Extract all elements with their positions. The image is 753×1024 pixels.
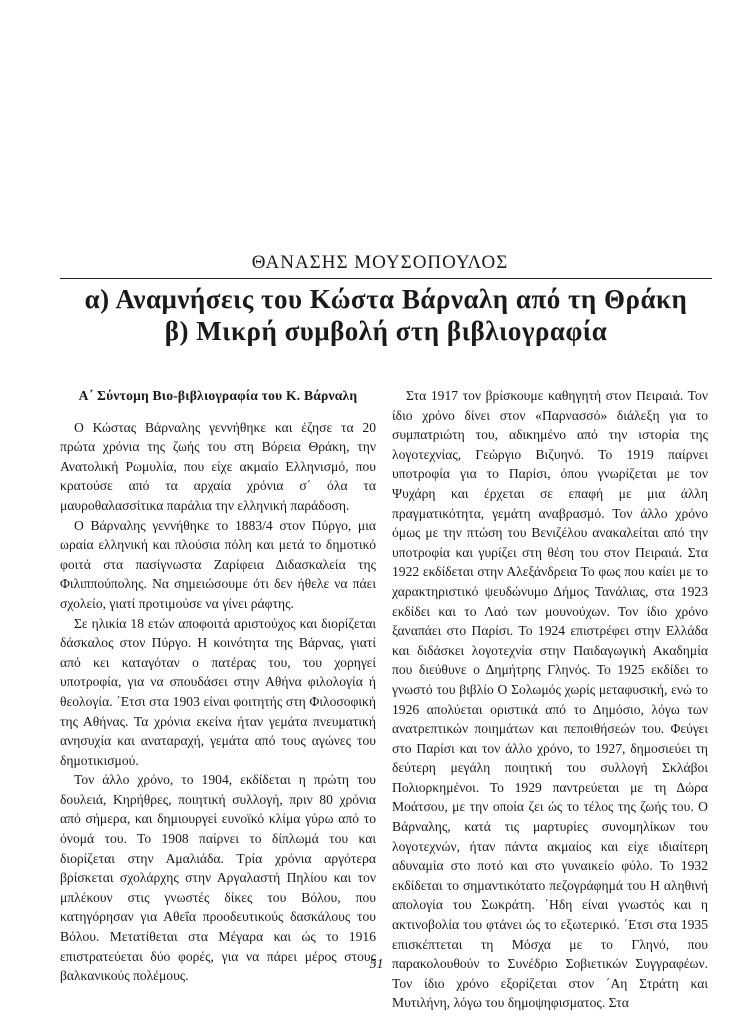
right-column bbox=[392, 386, 708, 1013]
author-name: ΘΑΝΑΣΗΣ ΜΟΥΣΟΠΟΥΛΟΣ bbox=[251, 252, 509, 273]
title-rule bbox=[60, 278, 712, 279]
article-title-a: α) Αναμνήσεις του Κώστα Βάρναλη από τη Θράκη bbox=[84, 284, 688, 314]
section-subheading: Α΄ Σύντομη Βιο-βιβλιογραφία του Κ. Βάρναλη bbox=[78, 388, 358, 403]
left-column bbox=[60, 386, 376, 986]
page-number: 51 bbox=[369, 957, 384, 972]
paragraph: Ο Κώστας Βάρναλης γεννήθηκε και έζησε τα 20 πρώτα χρόνια της ζωής του στη Βόρεια Θράκη, την Ανατολική Ρωμυλία, που είχε ακμαίο Ελληνισμό, που κρατούσε από τα αρχαία χρόνια σ΄ όλα τα μαυροθαλασσίτικα παράλια την ελληνική παράδοση. bbox=[60, 419, 376, 513]
paragraph: Σε ηλικία 18 ετών αποφοιτά αριστούχος και διορίζεται δάσκαλος στον Πύργο. Η κοινότητα της Βάρνας, γιατί από κει καταγόταν ο πατέρας του, του χορηγεί υποτροφία, για να σπουδάσει στην Αθήνα φιλολογία ή θεολογία. ΄Ετσι στα 1903 είναι φοιτητής στη Φιλοσοφική της Αθήνας. Τα χρόνια εκείνα ήταν γεμάτα πνευματική ανησυχία και αναταραχή, γεμάτα από τους αγώνες του δημοτικισμού. bbox=[60, 615, 376, 768]
paragraph: Στα 1917 τον βρίσκουμε καθηγητή στον Πειραιά. Τον ίδιο χρόνο δίνει στον «Παρνασσό» διάλεξη για το συμπατριώτη του, αδικημένο από την ιστορία της λογοτεχνίας, Γεώργιο Βιζυηνό. Το 1919 παίρνει υποτροφία για το Παρίσι, όπου γνωρίζεται με τον Ψυχάρη και έρχεται σε επαφή με μια άλλη πραγματικότητα, γεμάτη αναβρασμό. Τον άλλο χρόνο όμως με την πτώση του Βενιζέλου ανακαλείται από την υποτροφία και γυρίζει στη θέση του στον Πειραιά. Στα 1922 εκδίδεται στην Αλεξάνδρεια Το φως που καίει με το χαρακτηριστικό ψευδώνυμο Δήμος Τανάλιας, στα 1923 εκδίδει και το Λαό των μουνούχων. Τον ίδιο χρόνο ξαναπάει στο Παρίσι. Το 1924 επιστρέφει στην Ελλάδα και διδάσκει λογοτεχνία στην Παιδαγωγική Ακαδημία που διεύθυνε ο Δημήτρης Γληνός. Το 1925 εκδίδει το γνωστό του βιβλίο Ο Σολωμός χωρίς μεταφυσική, ενώ το 1926 απολύεται οριστικά από το Δημόσιο, λόγω των ανατρεπτικών ποιημάτων και πεποιθήσεών του. Φεύγει στο Παρίσι και τον άλλο χρόνο, το 1927, δημοσιεύει τη δεύτερη μεγάλη ποιητική του συλλογή Σκλάβοι Πολιορκημένοι. Το 1929 παντρεύεται με τη Δώρα Μοάτσου, με την οποία ζει ώς το τέλος της ζωής του. Ο Βάρναλης, κατά τις μαρτυρίες συνομηλίκων του λογοτεχνών, ήταν πάντα ακμαίος και είχε ιδιαίτερη αδυναμία στο ποτό και στο γυναικείο φύλο. Το 1932 εκδίδεται το σημαντικότατο πεζογράφημά του Η αληθινή απολογία του Σωκράτη. ΄Ηδη είναι γνωστός και η ακτινοβολία του φτάνει ώς το εξωτερικό. ΄Ετσι στα 1935 επισκέπτεται τη Μόσχα με το Γληνό, που παρακολουθούν το Συνέδριο Σοβιετικών Συγγραφέων. Τον ίδιο χρόνο εξορίζεται στον ΄Αη Στράτη και Μυτιλήνη, λόγω του δημοψηφισματος. Στα bbox=[392, 388, 708, 1011]
paragraph: Τον άλλο χρόνο, το 1904, εκδίδεται η πρώτη του δουλειά, Κηρήθρες, ποιητική συλλογή, πριν 80 χρόνια από σήμερα, και δημιουργεί ευνοϊκό κλίμα γύρω από το όνομά του. Το 1908 παίρνει το δίπλωμά του και διορίζεται στην Αμαλιάδα. Τρία χρόνια αργότερα βρίσκεται σχολάρχης στην Αργαλαστή Πηλίου και τον μπλέκουν στις γνωστές δίκες του Βόλου, που κατηγόρησαν για Αθεΐα προοδευτικούς δασκάλους του Βόλου. Μετατίθεται στα Μέγαρα και ώς το 1916 επιστρατεύεται δύο φορές, για να πάρει μέρος στους βαλκανικούς πολέμους. bbox=[60, 772, 376, 984]
article-title-b: β) Μικρή συμβολή στη βιβλιογραφία bbox=[164, 316, 608, 346]
paragraph: Ο Βάρναλης γεννήθηκε το 1883/4 στον Πύργο, μια ωραία ελληνική και πλούσια πόλη και μετά το δημοτικό φοιτά στα πασίγνωστα Ζαρίφεια Διδασκαλεία της Φιλιππούπολης. Να σημειώσουμε ότι δεν ήθελε να πάει σχολείο, γιατί προτιμούσε να γίνει ράφτης. bbox=[60, 517, 376, 611]
